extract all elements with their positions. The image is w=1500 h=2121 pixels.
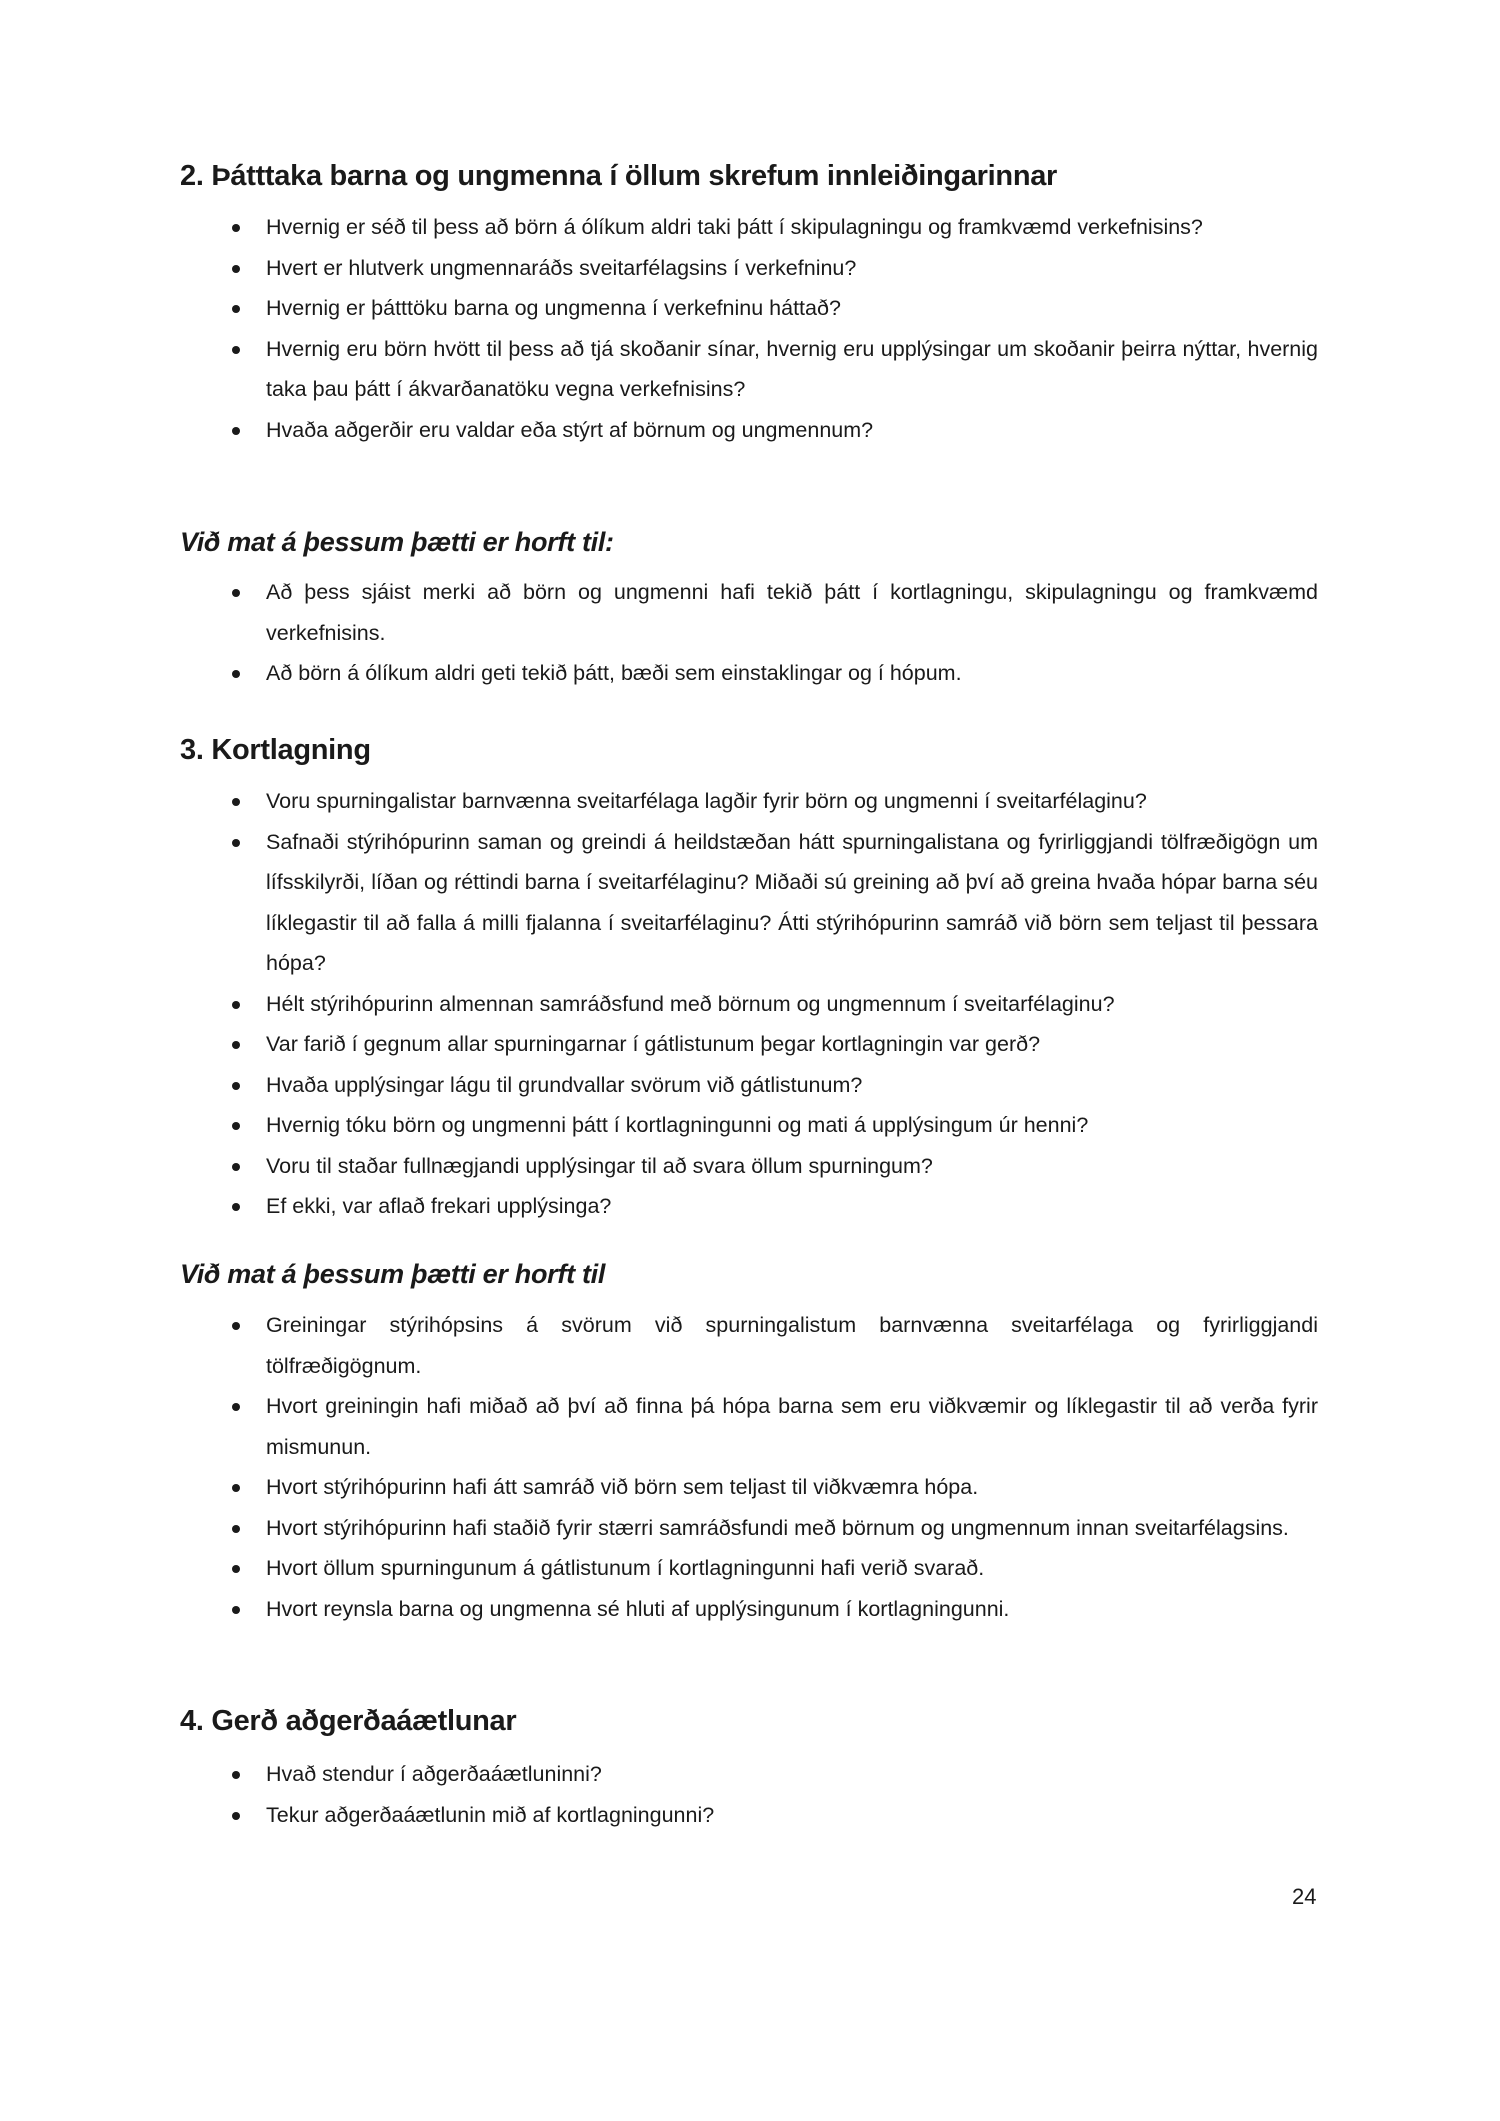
bullet-icon <box>232 1041 240 1049</box>
list-item: Greiningar stýrihópsins á svörum við spurningalistum barnvænna sveitarfélaga og fyrirliggjandi tölfræðigögnum. <box>180 1305 1318 1386</box>
list-item: Safnaði stýrihópurinn saman og greindi á heildstæðan hátt spurningalistana og fyrirliggjandi tölfræðigögn um lífsskilyrði, líðan og réttindi barna í sveitarfélaginu? Miðaði sú greining að því að greina hvaða hópar barna séu líklegastir til að falla á milli fjalanna í sveitarfélaginu? Átti stýrihópurinn samráð við börn sem teljast til þessara hópa? <box>180 822 1318 984</box>
list-item: Voru til staðar fullnægjandi upplýsingar til að svara öllum spurningum? <box>180 1146 1318 1187</box>
bullet-icon <box>232 589 240 597</box>
bullet-icon <box>232 1525 240 1533</box>
bullet-icon <box>232 265 240 273</box>
bullet-icon <box>232 427 240 435</box>
section-3-heading: 3. Kortlagning <box>180 734 371 766</box>
list-item: Hvort reynsla barna og ungmenna sé hluti af upplýsingunum í kortlagningunni. <box>180 1589 1318 1630</box>
list-item: Hvernig tóku börn og ungmenni þátt í kortlagningunni og mati á upplýsingum úr henni? <box>180 1105 1318 1146</box>
list-item: Hvaða upplýsingar lágu til grundvallar svörum við gátlistunum? <box>180 1065 1318 1106</box>
list-item: Hélt stýrihópurinn almennan samráðsfund með börnum og ungmennum í sveitarfélaginu? <box>180 984 1318 1025</box>
list-item: Hvernig er séð til þess að börn á ólíkum aldri taki þátt í skipulagningu og framkvæmd verkefnisins? <box>180 207 1318 248</box>
list-item: Hvort stýrihópurinn hafi átt samráð við börn sem teljast til viðkvæmra hópa. <box>180 1467 1318 1508</box>
section-4-heading: 4. Gerð aðgerðaáætlunar <box>180 1705 517 1737</box>
bullet-icon <box>232 1322 240 1330</box>
bullet-icon <box>232 1122 240 1130</box>
section-2-questions <box>180 207 1318 450</box>
list-item: Hvaða aðgerðir eru valdar eða stýrt af börnum og ungmennum? <box>180 410 1318 451</box>
list-item: Að þess sjáist merki að börn og ungmenni hafi tekið þátt í kortlagningu, skipulagningu og framkvæmd verkefnisins. <box>180 572 1318 653</box>
section-3-questions <box>180 781 1318 1227</box>
bullet-icon <box>232 1771 240 1779</box>
section-3-eval-heading: Við mat á þessum þætti er horft til <box>180 1259 606 1289</box>
section-4-questions <box>180 1754 1318 1835</box>
section-2-eval-list <box>180 572 1318 694</box>
list-item: Hvort stýrihópurinn hafi staðið fyrir stærri samráðsfundi með börnum og ungmennum innan sveitarfélagsins. <box>180 1508 1318 1549</box>
list-item: Hvert er hlutverk ungmennaráðs sveitarfélagsins í verkefninu? <box>180 248 1318 289</box>
bullet-icon <box>232 798 240 806</box>
bullet-icon <box>232 670 240 678</box>
list-item: Að börn á ólíkum aldri geti tekið þátt, bæði sem einstaklingar og í hópum. <box>180 653 1318 694</box>
bullet-icon <box>232 1203 240 1211</box>
list-item: Hvort greiningin hafi miðað að því að finna þá hópa barna sem eru viðkvæmir og líklegastir til að verða fyrir mismunun. <box>180 1386 1318 1467</box>
bullet-icon <box>232 305 240 313</box>
bullet-icon <box>232 1163 240 1171</box>
list-item: Var farið í gegnum allar spurningarnar í gátlistunum þegar kortlagningin var gerð? <box>180 1024 1318 1065</box>
bullet-icon <box>232 1812 240 1820</box>
list-item: Hvort öllum spurningunum á gátlistunum í kortlagningunni hafi verið svarað. <box>180 1548 1318 1589</box>
bullet-icon <box>232 1606 240 1614</box>
bullet-icon <box>232 1001 240 1009</box>
bullet-icon <box>232 1565 240 1573</box>
section-2-heading: 2. Þátttaka barna og ungmenna í öllum skrefum innleiðingarinnar <box>180 160 1058 192</box>
list-item: Hvað stendur í aðgerðaáætluninni? <box>180 1754 1318 1795</box>
bullet-icon <box>232 224 240 232</box>
list-item: Hvernig er þátttöku barna og ungmenna í verkefninu háttað? <box>180 288 1318 329</box>
bullet-icon <box>232 1403 240 1411</box>
page-number: 24 <box>1292 1884 1317 1909</box>
bullet-icon <box>232 346 240 354</box>
bullet-icon <box>232 1484 240 1492</box>
list-item: Tekur aðgerðaáætlunin mið af kortlagningunni? <box>180 1795 1318 1836</box>
section-2-eval-heading: Við mat á þessum þætti er horft til: <box>180 527 614 557</box>
bullet-icon <box>232 839 240 847</box>
list-item: Hvernig eru börn hvött til þess að tjá skoðanir sínar, hvernig eru upplýsingar um skoðanir þeirra nýttar, hvernig taka þau þátt í ákvarðanatöku vegna verkefnisins? <box>180 329 1318 410</box>
bullet-icon <box>232 1082 240 1090</box>
list-item: Ef ekki, var aflað frekari upplýsinga? <box>180 1186 1318 1227</box>
list-item: Voru spurningalistar barnvænna sveitarfélaga lagðir fyrir börn og ungmenni í sveitarfélaginu? <box>180 781 1318 822</box>
section-3-eval-list <box>180 1305 1318 1629</box>
